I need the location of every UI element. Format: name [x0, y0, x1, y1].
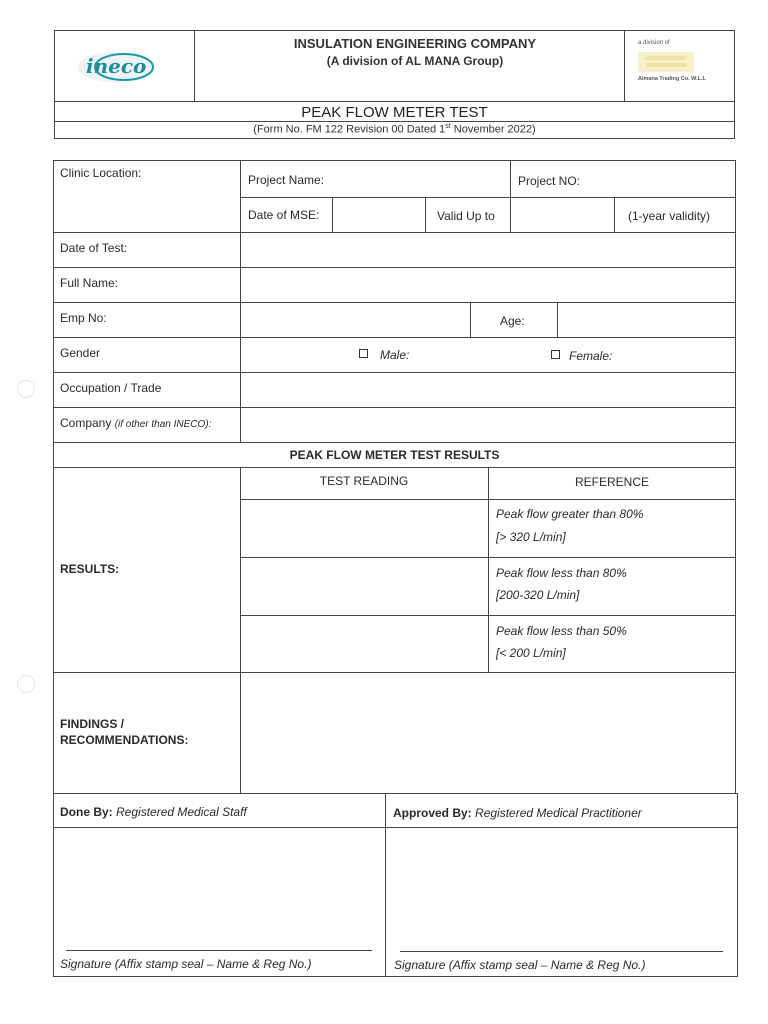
approved-by: Approved By: Registered Medical Practitioner [393, 806, 642, 820]
signature-line-right [400, 951, 723, 952]
validity-note: (1-year validity) [628, 209, 711, 223]
full-name-label: Full Name: [60, 276, 119, 290]
punch-hole-mark [17, 380, 35, 398]
valid-up-to-label: Valid Up to [437, 209, 495, 223]
occupation-label: Occupation / Trade [60, 381, 162, 395]
ineco-logo [70, 49, 160, 85]
reference-row-3-line2: [< 200 L/min] [496, 646, 566, 660]
logo-mark-icon [638, 52, 694, 72]
side-logo-caption: a division of [638, 40, 670, 46]
gender-label: Gender [60, 346, 101, 360]
results-section-title: PEAK FLOW METER TEST RESULTS [289, 448, 500, 462]
age-label: Age: [500, 314, 525, 328]
findings-label-line2: RECOMMENDATIONS: [60, 733, 189, 747]
side-logo-company: Almana Trading Co. W.L.L [638, 76, 706, 82]
company-subtitle: (A division of AL MANA Group) [326, 54, 504, 68]
findings-label-line1: FINDINGS / [60, 717, 125, 731]
results-label: RESULTS: [60, 562, 120, 576]
company-label: Company (if other than INECO): [60, 416, 212, 430]
clinic-location-label: Clinic Location: [60, 166, 142, 180]
emp-no-label: Emp No: [60, 311, 107, 325]
logo-text: ineco [86, 54, 147, 78]
form-number: (Form No. FM 122 Revision 00 Dated 1st November 2022) [253, 123, 536, 136]
done-by: Done By: Registered Medical Staff [60, 805, 247, 819]
almana-logo [636, 40, 728, 90]
project-no-label: Project NO: [518, 174, 581, 188]
company-name: INSULATION ENGINEERING COMPANY [293, 36, 537, 51]
date-of-test-label: Date of Test: [60, 241, 128, 255]
test-reading-header: TEST READING [319, 474, 409, 488]
reference-row-2-line1: Peak flow less than 80% [496, 566, 627, 580]
date-of-mse-label: Date of MSE: [248, 208, 320, 222]
reference-header: REFERENCE [574, 475, 649, 489]
reference-row-2-line2: [200-320 L/min] [496, 588, 580, 602]
reference-row-1-line2: [> 320 L/min] [496, 530, 566, 544]
male-label: Male: [380, 348, 410, 362]
punch-hole-mark [17, 675, 35, 693]
reference-row-3-line1: Peak flow less than 50% [496, 624, 627, 638]
signature-line-left [66, 950, 372, 951]
form-title: PEAK FLOW METER TEST [301, 104, 488, 121]
signature-caption-right: Signature (Affix stamp seal – Name & Reg No.) [394, 958, 646, 972]
signature-caption-left: Signature (Affix stamp seal – Name & Reg No.) [60, 957, 312, 971]
male-checkbox[interactable] [359, 349, 368, 358]
reference-row-1-line1: Peak flow greater than 80% [496, 507, 644, 521]
female-checkbox[interactable] [551, 350, 560, 359]
project-name-label: Project Name: [248, 173, 325, 187]
female-label: Female: [569, 349, 613, 363]
